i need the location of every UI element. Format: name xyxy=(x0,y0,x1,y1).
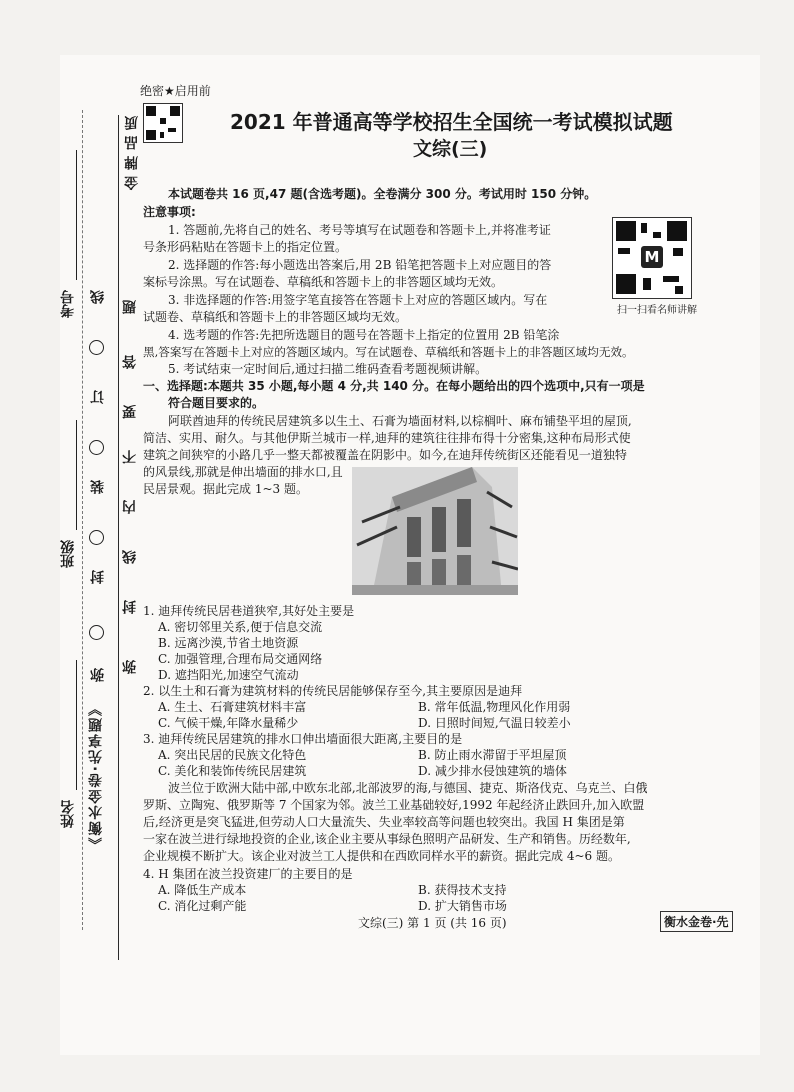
question-stem: 2. 以生土和石膏为建筑材料的传统民居能够保存至今,其主要原因是迪拜 xyxy=(143,684,523,698)
page-number: 文综(三) 第 1 页 (共 16 页) xyxy=(358,916,507,930)
name-label: 姓名 xyxy=(60,800,76,828)
seal-line-inner xyxy=(118,115,119,960)
seal-circle xyxy=(89,530,104,545)
passage-line: 民居景观。据此完成 1~3 题。 xyxy=(143,482,308,496)
seal-circle xyxy=(89,625,104,640)
warning-char: 线 xyxy=(122,550,138,564)
passage-line: 一家在波兰进行绿地投资的企业,该企业主要从事绿色照明产品研发、生产和销售。历经数年, xyxy=(143,832,631,846)
exam-no-field[interactable] xyxy=(76,150,77,280)
exam-title: 2021 年普通高等学校招生全国统一考试模拟试题 xyxy=(230,110,673,134)
note-line: 黑,答案写在答题卡上对应的答题区域内。写在试题卷、草稿纸和答题卡上的非答题区域均无效。 xyxy=(143,345,634,359)
note-line: 4. 选考题的作答:先把所选题目的题号在答题卡上指定的位置用 2B 铅笔涂 xyxy=(168,328,560,342)
option-b[interactable]: B. 常年低温,物理风化作用弱 xyxy=(418,700,571,714)
qr-caption: 扫一扫看名师讲解 xyxy=(617,305,697,316)
note-line: 2. 选择题的作答:每小题选出答案后,用 2B 铅笔把答题卡上对应题目的答 xyxy=(168,258,552,272)
qr-code-large-icon[interactable]: M xyxy=(612,217,692,299)
question-stem: 4. H 集团在波兰投资建厂的主要目的是 xyxy=(143,867,353,881)
dubai-house-photo xyxy=(352,467,518,595)
option-a[interactable]: A. 突出民居的民族文化特色 xyxy=(158,748,307,762)
seal-char-ding: 订 xyxy=(90,390,106,404)
class-label: 班级 xyxy=(60,540,76,568)
seal-line-outer xyxy=(82,110,84,930)
warning-char: 弥 xyxy=(122,660,138,674)
note-line: 号条形码粘贴在答题卡上的指定位置。 xyxy=(143,240,348,254)
confidential-mark: 绝密★启用前 xyxy=(140,84,211,98)
passage-line: 企业规模不断扩大。该企业对波兰工人提供和在西欧同样水平的薪资。据此完成 4~6 题。 xyxy=(143,849,620,863)
class-field[interactable] xyxy=(76,420,77,530)
exam-subtitle: 文综(三) xyxy=(413,138,488,160)
passage-line: 罗斯、立陶宛、俄罗斯等 7 个国家为邻。波兰工业基础较好,1992 年起经济止跌回升,加入欧盟 xyxy=(143,798,645,812)
passage-line: 后,经济更是突飞猛进,但劳动人口大量流失、失业率较高等问题也较突出。我国 H 集团是第 xyxy=(143,815,625,829)
warning-char: 题 xyxy=(122,300,138,314)
note-line: 5. 考试结束一定时间后,通过扫描二维码查看考题视频讲解。 xyxy=(168,362,488,376)
quality-label: 金牌品质 xyxy=(124,110,140,190)
note-line: 案标号涂黑。写在试题卷、草稿纸和答题卡上的非答题区域均无效。 xyxy=(143,275,504,289)
qr-code-small-icon[interactable] xyxy=(143,103,183,143)
binding-strip xyxy=(0,0,138,1092)
exam-summary: 本试题卷共 16 页,47 题(含选考题)。全卷满分 300 分。考试用时 150 分钟。 xyxy=(168,187,597,201)
passage-line: 阿联酋迪拜的传统民居建筑多以生土、石膏为墙面材料,以棕榈叶、麻布铺垫平坦的屋顶, xyxy=(168,414,632,428)
passage-line-clipped: 的风景线,那就是伸出墙面的排水口,且 xyxy=(143,465,343,479)
option-c[interactable]: C. 消化过剩产能 xyxy=(158,899,247,913)
warning-char: 内 xyxy=(122,500,138,514)
option-d[interactable]: D. 遮挡阳光,加速空气流动 xyxy=(158,668,299,682)
seal-circle xyxy=(89,440,104,455)
seal-char-mi: 弥 xyxy=(90,668,106,682)
brand-stamp: 衡水金卷·先 xyxy=(660,911,733,932)
name-field[interactable] xyxy=(76,660,77,790)
option-a[interactable]: A. 降低生产成本 xyxy=(158,883,247,897)
note-line: 3. 非选择题的作答:用签字笔直接答在答题卡上对应的答题区域内。写在 xyxy=(168,293,548,307)
passage-line: 建筑之间狭窄的小路几乎一整天都被覆盖在阴影中。如今,在迪拜传统街区还能看见一道独特 xyxy=(143,448,627,462)
option-d[interactable]: D. 扩大销售市场 xyxy=(418,899,507,913)
option-b[interactable]: B. 防止雨水滞留于平坦屋顶 xyxy=(418,748,567,762)
seal-char-zhuang: 装 xyxy=(90,480,106,494)
notes-title: 注意事项: xyxy=(143,205,196,219)
warning-char: 要 xyxy=(122,405,138,419)
warning-char: 答 xyxy=(122,355,138,369)
option-b[interactable]: B. 远离沙漠,节省土地资源 xyxy=(158,636,299,650)
seal-char-xian: 线 xyxy=(90,290,106,304)
section-heading-cont: 符合题目要求的。 xyxy=(168,396,265,410)
exam-no-label: 考号 xyxy=(60,290,76,318)
option-c[interactable]: C. 美化和装饰传统民居建筑 xyxy=(158,764,307,778)
note-line: 试题卷、草稿纸和答题卡上的非答题区域均无效。 xyxy=(143,310,408,324)
passage-line: 简洁、实用、耐久。与其他伊斯兰城市一样,迪拜的建筑往往排布得十分密集,这种布局形式使 xyxy=(143,431,631,445)
option-a[interactable]: A. 密切邻里关系,便于信息交流 xyxy=(158,620,323,634)
warning-char: 不 xyxy=(122,450,138,464)
option-d[interactable]: D. 日照时间短,气温日较差小 xyxy=(418,716,571,730)
seal-char-feng: 封 xyxy=(90,570,106,584)
option-c[interactable]: C. 气候干燥,年降水量稀少 xyxy=(158,716,299,730)
warning-char: 封 xyxy=(122,600,138,614)
note-line: 1. 答题前,先将自己的姓名、考号等填写在试题卷和答题卡上,并将准考证 xyxy=(168,223,551,237)
question-stem: 1. 迪拜传统民居巷道狭窄,其好处主要是 xyxy=(143,604,355,618)
option-d[interactable]: D. 减少排水侵蚀建筑的墙体 xyxy=(418,764,567,778)
section-heading: 一、选择题:本题共 35 小题,每小题 4 分,共 140 分。在每小题给出的四个选项中,只有一项是 xyxy=(143,379,645,393)
option-c[interactable]: C. 加强管理,合理布局交通网络 xyxy=(158,652,323,666)
option-a[interactable]: A. 生土、石膏建筑材料丰富 xyxy=(158,700,307,714)
series-label: 《衡水金卷·先享题》 xyxy=(88,700,104,852)
passage-line: 波兰位于欧洲大陆中部,中欧东北部,北部波罗的海,与德国、捷克、斯洛伐克、乌克兰、白俄 xyxy=(168,781,648,795)
option-b[interactable]: B. 获得技术支持 xyxy=(418,883,507,897)
seal-circle xyxy=(89,340,104,355)
question-stem: 3. 迪拜传统民居建筑的排水口伸出墙面很大距离,主要目的是 xyxy=(143,732,463,746)
